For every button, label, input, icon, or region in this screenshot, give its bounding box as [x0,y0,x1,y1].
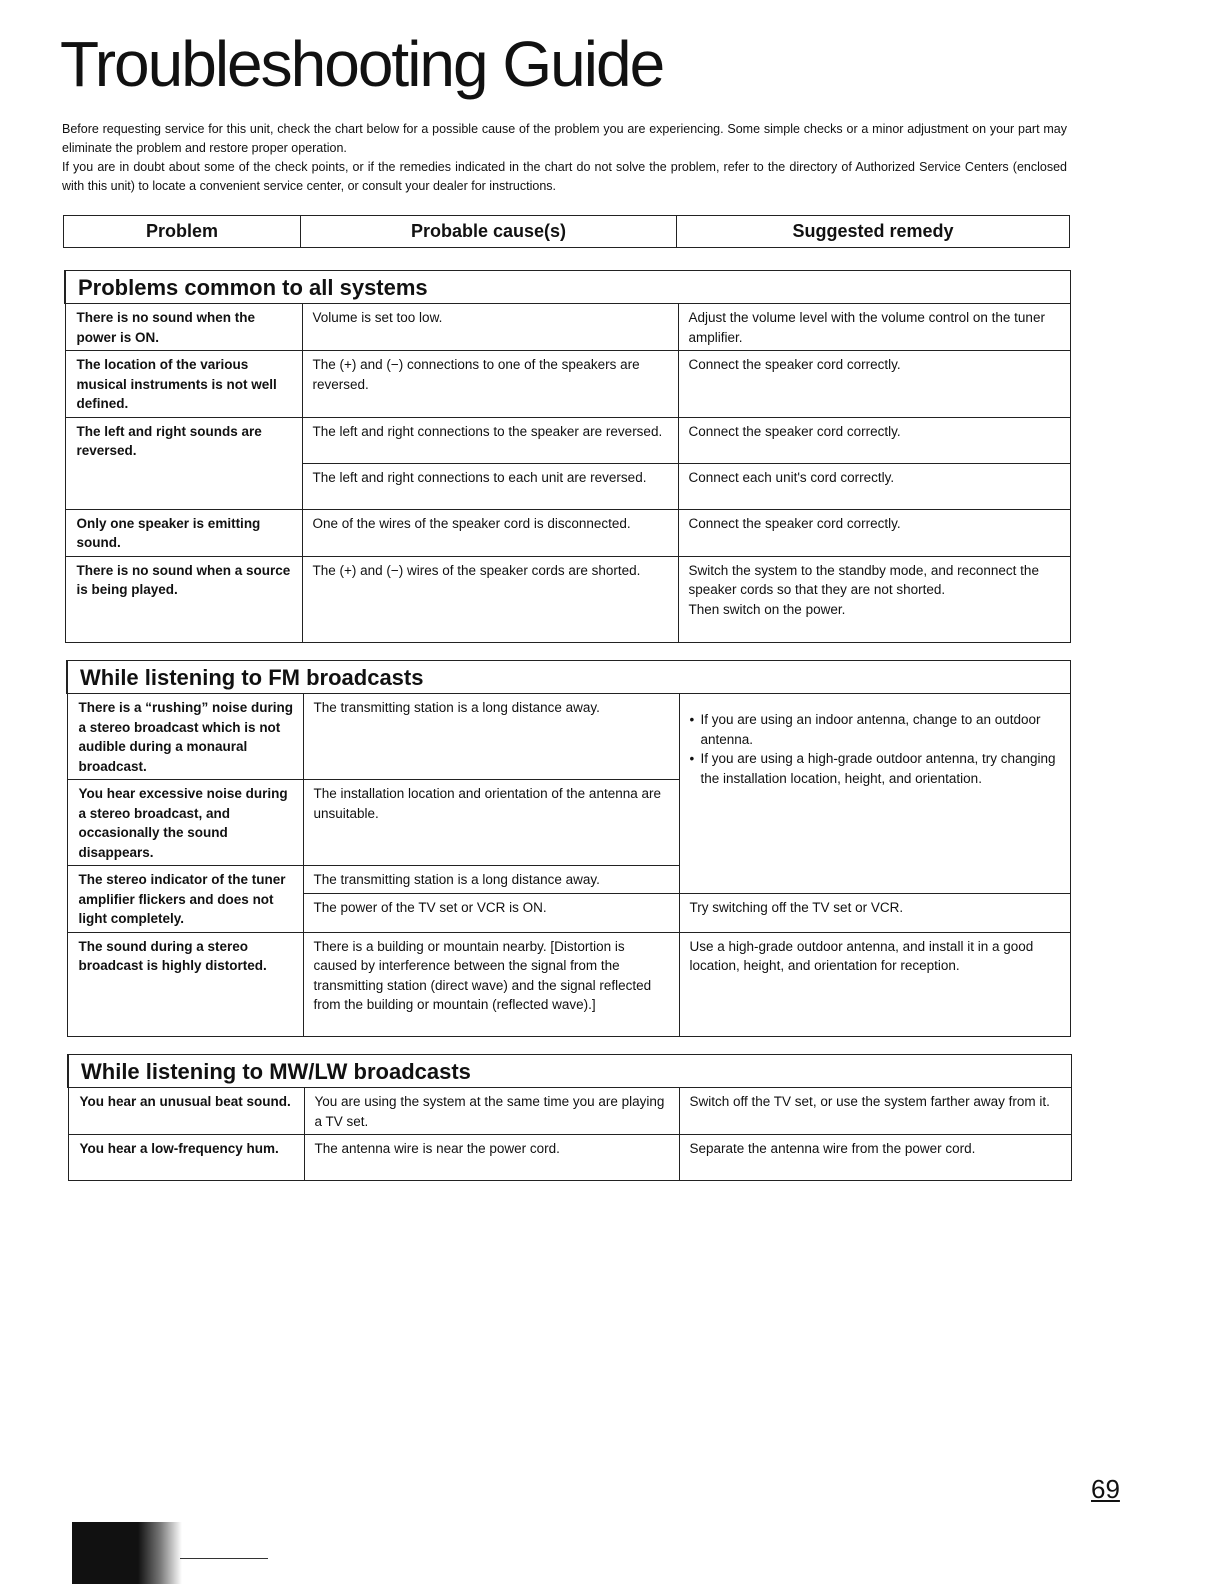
table-row [65,304,1070,351]
problem-cell: You hear excessive noise during a stereo broadcast, and occasionally the sound disappears. [67,780,303,866]
table-row [67,932,1070,1036]
table-row [68,1135,1071,1181]
intro-paragraph-2: If you are in doubt about some of the check points, or if the remedies indicated in the chart do not solve the problem, refer to the directory of Authorized Service Centers (enclosed with this unit) to locate a convenient service center, or consult your dealer for instructions. [62,160,1067,193]
scan-artifact-line [180,1558,268,1559]
problem-cell: There is no sound when the power is ON. [65,304,302,351]
list-item: • If you are using a high-grade outdoor antenna, try changing the installation location, height, and orientation. [690,749,1061,788]
remedy-cell: Try switching off the TV set or VCR. [679,893,1070,932]
remedy-cell [679,694,1070,894]
problem-cell: The sound during a stereo broadcast is highly distorted. [67,932,303,1036]
table-row [65,417,1070,463]
remedy-cell: Connect each unit's cord correctly. [678,463,1070,509]
problem-cell: You hear a low-frequency hum. [68,1135,304,1181]
intro-text [62,120,1067,196]
table-row [67,694,1070,780]
header-problem: Problem [64,216,301,248]
cause-cell: The antenna wire is near the power cord. [304,1135,679,1181]
header-cause: Probable cause(s) [301,216,677,248]
section-fm-broadcasts [66,660,1071,1037]
problem-cell: The left and right sounds are reversed. [65,417,302,509]
cause-cell: The left and right connections to the speaker are reversed. [302,417,678,463]
scan-artifact [72,1522,182,1584]
table-row [65,351,1070,418]
remedy-cell: Use a high-grade outdoor antenna, and install it in a good location, height, and orientation for reception. [679,932,1070,1036]
page-title: Troubleshooting Guide [60,28,664,100]
remedy-text: Switch the system to the standby mode, and reconnect the speaker cords so that they are not shorted. [688,562,1039,597]
section-title: Problems common to all systems [65,271,1070,304]
problem-cell: There is no sound when a source is being played. [65,556,302,642]
remedy-text-followup: Then switch on the power. [688,601,846,617]
cause-cell: The (+) and (−) wires of the speaker cords are shorted. [302,556,678,642]
column-header-table [63,215,1070,248]
cause-cell: The installation location and orientation of the antenna are unsuitable. [303,780,679,866]
intro-paragraph-1: Before requesting service for this unit, check the chart below for a possible cause of the problem you are experiencing. Some simple checks or a minor adjustment on your part may eliminate the problem and restore proper operation. [62,122,1067,155]
remedy-list [690,710,1061,788]
table-row [65,509,1070,556]
section-common-systems [64,270,1071,643]
problem-cell: Only one speaker is emitting sound. [65,509,302,556]
remedy-cell: Connect the speaker cord correctly. [678,417,1070,463]
problem-cell: The location of the various musical instruments is not well defined. [65,351,302,418]
cause-cell: The (+) and (−) connections to one of the speakers are reversed. [302,351,678,418]
remedy-cell: Switch off the TV set, or use the system farther away from it. [679,1088,1071,1135]
cause-cell: Volume is set too low. [302,304,678,351]
table-row [65,556,1070,642]
remedy-cell: Adjust the volume level with the volume control on the tuner amplifier. [678,304,1070,351]
remedy-cell [678,556,1070,642]
remedy-cell: Connect the speaker cord correctly. [678,351,1070,418]
section-title: While listening to FM broadcasts [67,661,1070,694]
problem-cell: The stereo indicator of the tuner amplifier flickers and does not light completely. [67,866,303,933]
cause-cell: The transmitting station is a long distance away. [303,694,679,780]
list-item: • If you are using an indoor antenna, change to an outdoor antenna. [690,710,1061,749]
cause-cell: You are using the system at the same time you are playing a TV set. [304,1088,679,1135]
problem-cell: There is a “rushing” noise during a stereo broadcast which is not audible during a monaural broadcast. [67,694,303,780]
cause-cell: The left and right connections to each unit are reversed. [302,463,678,509]
cause-cell: One of the wires of the speaker cord is disconnected. [302,509,678,556]
problem-cell: You hear an unusual beat sound. [68,1088,304,1135]
table-row [68,1088,1071,1135]
page-number: 69 [1091,1474,1120,1504]
remedy-cell: Connect the speaker cord correctly. [678,509,1070,556]
cause-cell: There is a building or mountain nearby. [Distortion is caused by interference between the signal from the transmitting station (direct wave) and the signal reflected from the building or mountain (reflected wave).] [303,932,679,1036]
section-title: While listening to MW/LW broadcasts [68,1055,1071,1088]
cause-cell: The transmitting station is a long distance away. [303,866,679,894]
header-remedy: Suggested remedy [677,216,1070,248]
remedy-cell: Separate the antenna wire from the power cord. [679,1135,1071,1181]
cause-cell: The power of the TV set or VCR is ON. [303,893,679,932]
section-mwlw-broadcasts [67,1054,1072,1181]
